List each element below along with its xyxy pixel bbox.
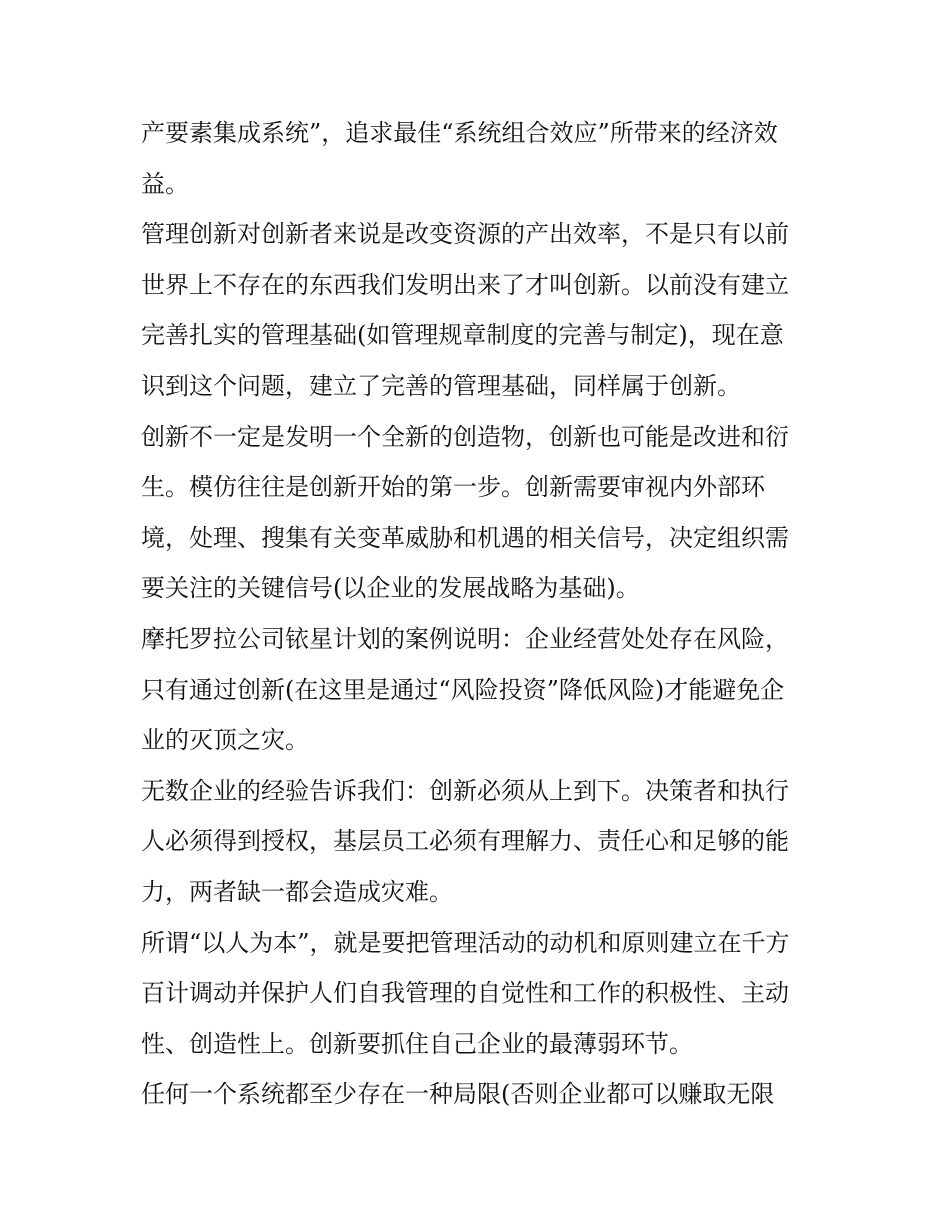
text-line: 创新不一定是发明一个全新的创造物，创新也可能是改进和衍 xyxy=(141,422,789,451)
text-line: 无数企业的经验告诉我们：创新必须从上到下。决策者和执行 xyxy=(141,776,789,805)
body-text xyxy=(141,108,821,1120)
text-line: 只有通过创新(在这里是通过“风险投资”降低风险)才能避免企 xyxy=(141,675,785,704)
text-line: 益。 xyxy=(141,169,189,198)
text-line: 识到这个问题，建立了完善的管理基础，同样属于创新。 xyxy=(141,371,741,400)
text-line: 生。模仿往往是创新开始的第一步。创新需要审视内外部环 xyxy=(141,473,765,502)
text-line: 产要素集成系统”，追求最佳“系统组合效应”所带来的经济效 xyxy=(141,119,778,147)
text-line: 世界上不存在的东西我们发明出来了才叫创新。以前没有建立 xyxy=(141,270,789,299)
text-line: 摩托罗拉公司铱星计划的案例说明：企业经营处处存在风险， xyxy=(141,624,789,653)
text-line: 人必须得到授权，基层员工必须有理解力、责任心和足够的能 xyxy=(141,827,789,856)
text-line: 完善扎实的管理基础(如管理规章制度的完善与制定)，现在意 xyxy=(141,321,784,350)
text-line: 力，两者缺一都会造成灾难。 xyxy=(141,877,453,906)
text-line: 要关注的关键信号(以企业的发展战略为基础)。 xyxy=(141,574,640,603)
text-line: 业的灭顶之灾。 xyxy=(141,726,309,755)
text-line: 所谓“以人为本”，就是要把管理活动的动机和原则建立在千方 xyxy=(141,928,790,957)
text-line: 任何一个系统都至少存在一种局限(否则企业都可以赚取无限 xyxy=(141,1080,775,1109)
text-line: 性、创造性上。创新要抓住自己企业的最薄弱环节。 xyxy=(141,1029,693,1058)
text-line: 百计调动并保护人们自我管理的自觉性和工作的积极性、主动 xyxy=(141,979,789,1008)
text-line: 境，处理、搜集有关变革威胁和机遇的相关信号，决定组织需 xyxy=(141,523,789,552)
text-line: 管理创新对创新者来说是改变资源的产出效率，不是只有以前 xyxy=(141,220,789,249)
